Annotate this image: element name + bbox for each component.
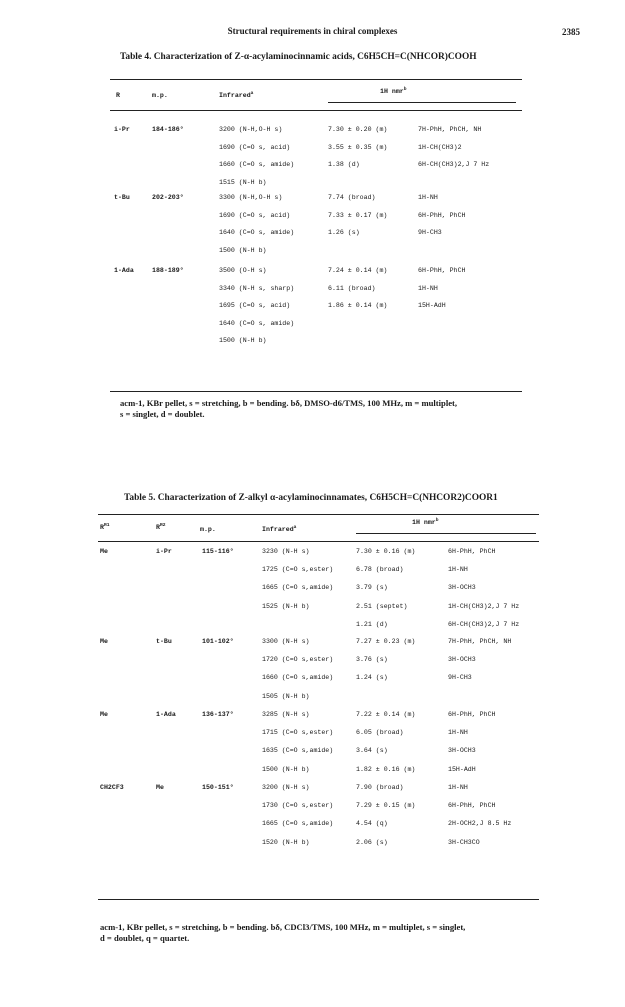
table4-footnote-line2: s = singlet, d = doublet.: [120, 409, 205, 419]
table4-cell-mp: 184-186°: [152, 126, 184, 133]
table5-cell-nmr-shift: 3.79 (s): [356, 584, 388, 592]
table4-cell-nmr-assignment: 9H-CH3: [418, 229, 442, 237]
table5-cell-infrared: 3230 (N-H s): [262, 548, 310, 555]
table5-cell-infrared: 1725 (C=O s,ester): [262, 566, 334, 574]
table5-header-infrared: Infrared$^a$: [262, 524, 297, 533]
table5-cell-r1: Me: [100, 548, 108, 555]
table4-caption: Table 4. Characterization of Z-α-acylaminocinnamic acids, C6H5CH=C(NHCOR)COOH: [120, 52, 477, 62]
table5-cell-nmr-shift: 7.90 (broad): [356, 784, 404, 791]
table4-cell-nmr-assignment: 6H-PhH, PhCH: [418, 267, 466, 274]
table4-cell-nmr-assignment: 7H-PhH, PhCH, NH: [418, 126, 482, 133]
table5-cell-mp: 101-102°: [202, 638, 234, 645]
table5-cell-infrared: 1525 (N-H b): [262, 602, 310, 610]
table5-cell-r2: t-Bu: [156, 638, 172, 645]
table5-cell-infrared: 1665 (C=O s,amide): [262, 820, 334, 828]
table4-cell-infrared: 3300 (N-H,O-H s): [219, 194, 283, 201]
table5-cell-nmr-assignment: 3H-OCH3: [448, 584, 476, 592]
table5-cell-nmr-assignment: 3H-CH3CO: [448, 838, 480, 846]
table5-cell-r2: Me: [156, 784, 164, 791]
table5-cell-nmr-shift: 7.29 ± 0.15 (m): [356, 802, 416, 810]
table5-cell-infrared: 1730 (C=O s,ester): [262, 802, 334, 810]
table5-cell-nmr-shift: 1.21 (d): [356, 620, 388, 628]
table5-cell-nmr-shift: 1.82 ± 0.16 (m): [356, 765, 416, 773]
table5-cell-infrared: 1505 (N-H b): [262, 692, 310, 700]
table4-cell-infrared: 3340 (N-H s, sharp): [219, 284, 295, 292]
table4-cell-nmr-shift: 1.26 (s): [328, 229, 360, 237]
table5-footnote-line1: acm-1, KBr pellet, s = stretching, b = bending. bδ, CDCl3/TMS, 100 MHz, m = multiplet, s = singlet,: [100, 922, 466, 932]
table5-header-mp: m.p.: [200, 526, 216, 533]
table5-cell-nmr-assignment: 1H-NH: [448, 784, 468, 791]
table5-cell-infrared: 1665 (C=O s,amide): [262, 584, 334, 592]
table5-cell-r2: 1-Ada: [156, 711, 176, 718]
table5-cell-infrared: 3285 (N-H s): [262, 711, 310, 718]
table5-cell-nmr-shift: 7.22 ± 0.14 (m): [356, 711, 416, 718]
table4-cell-infrared: 1640 (C=O s, amide): [219, 319, 295, 327]
table5-cell-infrared: 3200 (N-H s): [262, 784, 310, 791]
table5-cell-nmr-assignment: 1H-NH: [448, 566, 468, 574]
table4-cell-infrared: 1515 (N-H b): [219, 178, 267, 186]
table5-cell-r1: Me: [100, 638, 108, 645]
table5-cell-nmr-assignment: 2H-OCH2,J 8.5 Hz: [448, 820, 512, 828]
running-head: Structural requirements in chiral complexes: [227, 26, 398, 36]
table5-cell-nmr-shift: 1.24 (s): [356, 674, 388, 682]
table5-cell-nmr-shift: 2.51 (septet): [356, 602, 408, 610]
table4-cell-infrared: 1695 (C=O s, acid): [219, 302, 291, 310]
table5-footnote-line2: d = doublet, q = quartet.: [100, 933, 190, 943]
table4-cell-nmr-assignment: 15H-AdH: [418, 302, 446, 310]
table5-top-rule: [98, 514, 539, 515]
table5-cell-infrared: 1660 (C=O s,amide): [262, 674, 334, 682]
table4-footnote: [120, 398, 457, 420]
table5-caption: Table 5. Characterization of Z-alkyl α-acylaminocinnamates, C6H5CH=C(NHCOR2)COOR1: [124, 493, 498, 503]
table4-cell-nmr-shift: 3.55 ± 0.35 (m): [328, 143, 388, 151]
table5-cell-nmr-shift: 7.27 ± 0.23 (m): [356, 638, 416, 645]
table5-cell-r1: CH2CF3: [100, 784, 124, 791]
table5-cell-infrared: 1500 (N-H b): [262, 765, 310, 773]
table5-footnote: [100, 922, 465, 944]
table5-cell-nmr-assignment: 7H-PhH, PhCH, NH: [448, 638, 512, 645]
table4-cell-r: t-Bu: [114, 194, 130, 201]
table5-cell-nmr-assignment: 15H-AdH: [448, 765, 476, 773]
table4-cell-nmr-assignment: 1H-NH: [418, 284, 438, 292]
table5-cell-r1: Me: [100, 711, 108, 718]
table4-cell-nmr-shift: 6.11 (broad): [328, 284, 376, 292]
table5-cell-nmr-shift: 3.64 (s): [356, 747, 388, 755]
table4-cell-mp: 202-203°: [152, 194, 184, 201]
table5-cell-nmr-shift: 6.78 (broad): [356, 566, 404, 574]
table5-nmr-rule: [356, 533, 536, 534]
table4-cell-nmr-assignment: 1H-CH(CH3)2: [418, 143, 462, 151]
table4-cell-infrared: 1690 (C=O s, acid): [219, 143, 291, 151]
table4-cell-nmr-shift: 1.38 (d): [328, 161, 360, 169]
table5-cell-nmr-shift: 7.30 ± 0.16 (m): [356, 548, 416, 555]
table5-header-r1: $R^{R1}$: [100, 522, 110, 531]
table4-cell-nmr-shift: 7.24 ± 0.14 (m): [328, 267, 388, 274]
table5-cell-infrared: 1520 (N-H b): [262, 838, 310, 846]
table4-cell-nmr-shift: 7.30 ± 0.20 (m): [328, 126, 388, 133]
table5-cell-nmr-assignment: 6H-PhH, PhCH: [448, 548, 496, 555]
table5-header-rule: [98, 541, 539, 542]
table4-cell-infrared: 1690 (C=O s, acid): [219, 211, 291, 219]
table4-cell-nmr-shift: 7.74 (broad): [328, 194, 376, 201]
table5-cell-r2: i-Pr: [156, 548, 172, 555]
table4-cell-infrared: 3200 (N-H,O-H s): [219, 126, 283, 133]
table4-cell-nmr-shift: 1.86 ± 0.14 (m): [328, 302, 388, 310]
table5-cell-mp: 136-137°: [202, 711, 234, 718]
table5-cell-nmr-assignment: 3H-OCH3: [448, 656, 476, 664]
table5-bottom-rule: [98, 899, 539, 900]
table5-cell-nmr-assignment: 3H-OCH3: [448, 747, 476, 755]
table4-bottom-rule: [110, 391, 522, 392]
table5-cell-nmr-assignment: 9H-CH3: [448, 674, 472, 682]
table4-header-r: R: [116, 92, 120, 99]
table5-cell-infrared: 1635 (C=O s,amide): [262, 747, 334, 755]
table4-header-mp: m.p.: [152, 92, 168, 99]
table4-header-nmr: 1H nmr$^b$: [380, 86, 407, 95]
table4-cell-infrared: 3500 (O-H s): [219, 267, 267, 274]
table4-cell-r: 1-Ada: [114, 267, 134, 274]
table4-cell-r: i-Pr: [114, 126, 130, 133]
table4-top-rule: [110, 79, 522, 80]
table5-cell-mp: 115-116°: [202, 548, 234, 555]
table5-cell-nmr-shift: 6.05 (broad): [356, 729, 404, 737]
table5-cell-nmr-shift: 2.06 (s): [356, 838, 388, 846]
table4-cell-mp: 188-189°: [152, 267, 184, 274]
table4-cell-nmr-assignment: 6H-PhH, PhCH: [418, 211, 466, 219]
table5-cell-nmr-assignment: 6H-PhH, PhCH: [448, 802, 496, 810]
table5-cell-nmr-assignment: 1H-CH(CH3)2,J 7 Hz: [448, 602, 520, 610]
table4-cell-infrared: 1640 (C=O s, amide): [219, 229, 295, 237]
table5-cell-infrared: 1715 (C=O s,ester): [262, 729, 334, 737]
table5-cell-nmr-assignment: 6H-PhH, PhCH: [448, 711, 496, 718]
table4-header-infrared: Infrared$^a$: [219, 90, 254, 99]
table4-cell-infrared: 1500 (N-H b): [219, 337, 267, 345]
table4-cell-infrared: 1500 (N-H b): [219, 246, 267, 254]
table4-nmr-rule: [328, 102, 516, 103]
table5-cell-nmr-assignment: 1H-NH: [448, 729, 468, 737]
table4-cell-infrared: 1660 (C=O s, amide): [219, 161, 295, 169]
table5-header-r2: $R^{R2}$: [156, 522, 166, 531]
table4-cell-nmr-shift: 7.33 ± 0.17 (m): [328, 211, 388, 219]
table5-cell-nmr-assignment: 6H-CH(CH3)2,J 7 Hz: [448, 620, 520, 628]
table5-cell-nmr-shift: 4.54 (q): [356, 820, 388, 828]
table5-cell-infrared: 1720 (C=O s,ester): [262, 656, 334, 664]
table5-header-nmr: 1H nmr$^b$: [412, 517, 439, 526]
table5-cell-infrared: 3300 (N-H s): [262, 638, 310, 645]
table5-cell-mp: 150-151°: [202, 784, 234, 791]
table4-footnote-line1: acm-1, KBr pellet, s = stretching, b = bending. bδ, DMSO-d6/TMS, 100 MHz, m = multiplet,: [120, 398, 458, 408]
table4-cell-nmr-assignment: 6H-CH(CH3)2,J 7 Hz: [418, 161, 490, 169]
page-number: 2385: [562, 27, 580, 37]
table4-cell-nmr-assignment: 1H-NH: [418, 194, 438, 201]
table5-cell-nmr-shift: 3.76 (s): [356, 656, 388, 664]
table4-header-rule: [110, 110, 522, 111]
